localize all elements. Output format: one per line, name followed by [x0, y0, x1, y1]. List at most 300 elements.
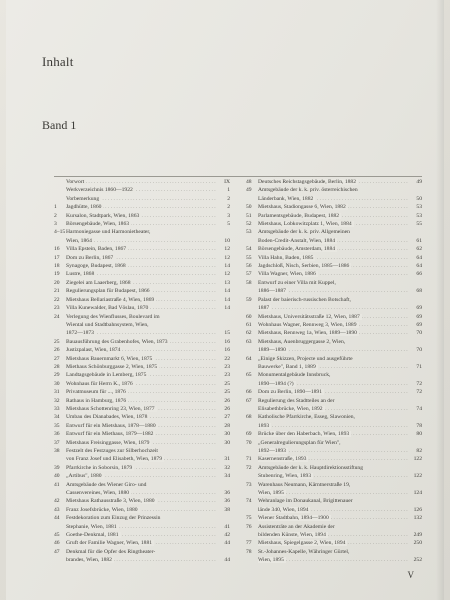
entry-page: 31 — [224, 456, 230, 463]
entry-page: 5 — [227, 221, 230, 228]
entry-number: 47 — [54, 548, 60, 555]
entry-title: lände 340, Wien, 1894 — [258, 506, 309, 513]
entry-number: 16 — [54, 246, 60, 253]
entry-number: 36 — [54, 431, 60, 438]
entry-title: Lustre, 1868 — [66, 271, 95, 278]
entry-page: 32 — [224, 464, 230, 471]
entry-page: 70 — [416, 347, 422, 354]
entry-title: Mietshaus, Stadiongasse 6, Wien, 1882 — [258, 204, 346, 211]
entry-title: Entwurf für ein Miethaus, 1879—1882 — [66, 431, 154, 438]
entry-page: 82 — [416, 448, 422, 454]
entry-page: 36 — [224, 490, 230, 497]
volume-title: Band 1 — [42, 118, 77, 132]
entry-page: 3 — [227, 212, 230, 219]
entry-number: 31 — [54, 389, 60, 396]
book-page — [6, 0, 444, 600]
entry-page: 25 — [224, 380, 230, 387]
entry-number: 32 — [54, 397, 60, 404]
entry-title: Festdekoration zum Einzug der Prinzessin — [66, 515, 161, 522]
toc-entry — [246, 262, 422, 270]
entry-title: 1892—1893 — [258, 448, 286, 454]
entry-title: Stephanie, Wien, 1881 — [66, 523, 117, 530]
entry-number: 66 — [246, 389, 252, 396]
toc-entry — [54, 447, 230, 455]
toc-entry — [246, 548, 422, 556]
toc-entry — [246, 455, 422, 463]
toc-entry — [246, 430, 422, 438]
toc-entry — [246, 287, 422, 295]
entry-number: 73 — [246, 481, 252, 488]
entry-title: brandes, Wien, 1882 — [66, 557, 112, 564]
toc-entry — [246, 304, 422, 312]
toc-entry — [246, 472, 422, 480]
entry-number: 42 — [54, 498, 60, 505]
entry-page: 23 — [224, 372, 230, 379]
entry-title: Wien, 1895 — [258, 490, 284, 497]
entry-page: 62 — [416, 246, 422, 253]
entry-title: Börsengebäude, Amsterdam, 1884 — [258, 246, 336, 253]
entry-number: 27 — [54, 355, 60, 362]
entry-title: Synagoge, Budapest, 1868 — [66, 263, 126, 270]
toc-entry — [54, 329, 230, 337]
toc-entry — [54, 489, 230, 497]
entry-number: 20 — [54, 279, 60, 286]
entry-page: 26 — [224, 405, 230, 412]
page-number: V — [407, 570, 414, 580]
toc-entry — [54, 506, 230, 514]
page-heading: Inhalt — [42, 54, 74, 69]
entry-number: 64 — [246, 355, 252, 362]
entry-number: 63 — [246, 338, 252, 345]
entry-page: 72 — [416, 389, 422, 396]
toc-entry — [54, 220, 230, 228]
entry-page: 30 — [224, 431, 230, 438]
entry-page: 16 — [224, 347, 230, 354]
toc-entry — [54, 497, 230, 505]
entry-number: 37 — [54, 439, 60, 446]
entry-title: Franz Josefsbrücke, Wien, 1880 — [66, 506, 138, 513]
page-edge-shadow — [436, 0, 444, 600]
entry-number: 38 — [54, 448, 60, 454]
toc-entry — [246, 212, 422, 220]
entry-page: 14 — [224, 305, 230, 312]
entry-page: 66 — [416, 271, 422, 278]
toc-entry — [54, 388, 230, 396]
entry-page: 68 — [416, 288, 422, 295]
toc-entry — [54, 363, 230, 371]
entry-number: 1 — [54, 204, 57, 211]
entry-title: Harmoniegasse und Harmonietheater, — [66, 229, 151, 236]
entry-page: 10 — [224, 237, 230, 244]
entry-title: Wohnhaus für Herrn K., 1876 — [66, 380, 133, 387]
toc-entry — [54, 195, 230, 203]
entry-page: 36 — [224, 498, 230, 505]
entry-title: Mietshaus, Rennweg 1a, Wien, 1889—1890 — [258, 330, 357, 337]
entry-title: Justizpalast, Wien, 1874 — [66, 347, 121, 354]
entry-page: 12 — [224, 246, 230, 253]
toc-entry — [246, 489, 422, 497]
entry-page: 55 — [416, 221, 422, 228]
entry-title: Mietshaus, Lobkowitzplatz 1, Wien, 1884 — [258, 221, 352, 228]
toc-entry — [54, 313, 230, 321]
entry-number: 76 — [246, 523, 252, 530]
entry-title: Ziegelei am Laaerberg, 1868 — [66, 279, 131, 286]
entry-page: 22 — [224, 355, 230, 362]
toc-entry — [54, 186, 230, 194]
entry-page: IX — [224, 179, 230, 185]
toc-entry — [54, 287, 230, 295]
entry-number: 28 — [54, 363, 60, 370]
entry-page: 132 — [413, 515, 422, 522]
entry-number: 43 — [54, 506, 60, 513]
entry-number: 24 — [54, 313, 60, 320]
entry-title: 1893 — [258, 422, 270, 429]
entry-title: Palast der baierisch-russischen Botschaft, — [258, 296, 351, 303]
entry-page: 70 — [416, 330, 422, 337]
entry-title: Wiental und Stadtbahnsystem, Wien, — [66, 321, 149, 328]
entry-page: 2 — [227, 195, 230, 202]
entry-title: Assistenträte an der Akademie der — [258, 523, 335, 530]
entry-page: 78 — [416, 422, 422, 429]
entry-number: 46 — [54, 540, 60, 547]
toc-entry — [246, 178, 422, 186]
entry-number: 26 — [54, 347, 60, 354]
entry-number: 68 — [246, 414, 252, 421]
entry-number: 35 — [54, 422, 60, 429]
entry-page: 53 — [416, 212, 422, 219]
entry-page: 16 — [224, 338, 230, 345]
entry-number: 45 — [54, 532, 60, 539]
toc-entry — [54, 304, 230, 312]
entry-title: Amtsgebäude der k. k. priv. Allgemeinen — [258, 229, 350, 236]
entry-title: Werkverzeichnis 1860—1922 — [66, 187, 133, 194]
entry-number: 40 — [54, 473, 60, 480]
entry-number: 54 — [246, 246, 252, 253]
entry-title: Villa Kunewalder, Bad Vöslau, 1870 — [66, 305, 149, 312]
toc-entry — [54, 296, 230, 304]
entry-title: Verlegung des Wienflusses, Boulevard im — [66, 313, 160, 320]
toc-entry — [246, 447, 422, 455]
entry-page: 44 — [224, 557, 230, 564]
toc-column-left — [54, 178, 230, 565]
entry-page: 122 — [413, 456, 422, 463]
entry-page: 64 — [416, 254, 422, 261]
entry-title: Cassenvereines, Wien, 1880 — [66, 490, 130, 497]
toc-entry — [54, 270, 230, 278]
entry-page: 250 — [413, 540, 422, 547]
entry-title: „Generalregulierungsplan für Wien", — [258, 439, 341, 446]
toc-entry — [54, 455, 230, 463]
entry-number: 29 — [54, 372, 60, 379]
toc-entry — [54, 380, 230, 388]
entry-number: 34 — [54, 414, 60, 421]
entry-number: 4–15 — [54, 229, 66, 236]
entry-title: Wien, 1864 — [66, 237, 92, 244]
entry-page: 61 — [416, 237, 422, 244]
entry-page: 27 — [224, 414, 230, 421]
toc-entry — [54, 472, 230, 480]
entry-title: Mietshaus Freisinggasse, Wien, 1879 — [66, 439, 150, 446]
toc-entry — [246, 203, 422, 211]
entry-title: Jagdhütte, 1860 — [66, 204, 102, 211]
entry-number: 71 — [246, 456, 252, 463]
toc-entry — [246, 338, 422, 346]
toc-entry — [54, 481, 230, 489]
toc-entry — [54, 422, 230, 430]
entry-title: Brücke über den Haberbach, Wien, 1893 — [258, 431, 350, 438]
entry-number: 3 — [54, 221, 57, 228]
entry-number: 60 — [246, 313, 252, 320]
toc-entry — [246, 228, 422, 236]
entry-title: Villa Epstein, Baden, 1867 — [66, 246, 127, 253]
entry-number: 30 — [54, 380, 60, 387]
entry-title: Boden-Credit-Anstalt, Wien, 1884 — [258, 237, 336, 244]
entry-number: 33 — [54, 405, 60, 412]
toc-entry — [246, 313, 422, 321]
entry-page: 124 — [413, 490, 422, 497]
entry-title: Landtagsgebäude in Lemberg, 1875 — [66, 372, 147, 379]
toc-entry — [54, 539, 230, 547]
entry-page: 69 — [416, 305, 422, 312]
entry-page: 15 — [224, 330, 230, 337]
entry-number: 23 — [54, 305, 60, 312]
entry-number: 48 — [246, 179, 252, 185]
entry-title: Kursalon, Stadtpark, Wien, 1863 — [66, 212, 140, 219]
toc-entry — [246, 481, 422, 489]
entry-title: „Artibus", 1880 — [66, 473, 102, 480]
toc-entry — [246, 245, 422, 253]
entry-number: 41 — [54, 481, 60, 488]
entry-title: Deutsches Reichstagsgebäude, Berlin, 1882 — [258, 179, 357, 185]
entry-page: 252 — [413, 557, 422, 564]
entry-page: 69 — [416, 321, 422, 328]
toc-entry — [54, 346, 230, 354]
toc-entry — [54, 338, 230, 346]
entry-page: 38 — [224, 506, 230, 513]
toc-entry — [54, 439, 230, 447]
entry-number: 56 — [246, 263, 252, 270]
toc-entry — [246, 405, 422, 413]
entry-title: 1887 — [258, 305, 270, 312]
entry-number: 75 — [246, 515, 252, 522]
entry-number: 22 — [54, 296, 60, 303]
toc-entry — [246, 220, 422, 228]
entry-title: Dom zu Berlin, 1867 — [66, 254, 114, 261]
entry-page: 1 — [227, 187, 230, 194]
entry-page: 23 — [224, 363, 230, 370]
entry-title: Regulierungsplan für Budapest, 1866 — [66, 288, 150, 295]
entry-title: Bauausführung des Grabenhofes, Wien, 1873 — [66, 338, 168, 345]
toc-entry — [246, 186, 422, 194]
entry-page: 44 — [224, 540, 230, 547]
entry-number: 69 — [246, 431, 252, 438]
toc-entry — [54, 556, 230, 564]
entry-number: 51 — [246, 212, 252, 219]
toc-entry — [246, 279, 422, 287]
entry-title: Mietshaus Schottenring 23, Wien, 1877 — [66, 405, 155, 412]
entry-page: 122 — [413, 473, 422, 480]
entry-number: 62 — [246, 330, 252, 337]
toc-entry — [54, 237, 230, 245]
toc-entry — [246, 397, 422, 405]
entry-number: 39 — [54, 464, 60, 471]
entry-number: 25 — [54, 338, 60, 345]
entry-title: Kasernenstraße, 1893 — [258, 456, 307, 463]
toc-entry — [54, 430, 230, 438]
toc-entry — [54, 413, 230, 421]
entry-title: Gruft der Familie Wagner, Wien, 1881 — [66, 540, 153, 547]
toc-entry — [246, 439, 422, 447]
entry-number: 49 — [246, 187, 252, 194]
entry-number: 52 — [246, 221, 252, 228]
entry-page: 49 — [416, 179, 422, 185]
entry-title: Monumentalgebäude Innsbruck, — [258, 372, 331, 379]
toc-entry — [54, 531, 230, 539]
entry-number: 2 — [54, 212, 57, 219]
entry-title: Villa Hahn, Baden, 1885 — [258, 254, 314, 261]
toc-entry — [54, 523, 230, 531]
toc-entry — [246, 329, 422, 337]
entry-page: 14 — [224, 263, 230, 270]
toc-entry — [54, 321, 230, 329]
entry-page: 12 — [224, 254, 230, 261]
entry-title: Warenhaus Neumann, Kärntnerstraße 19, — [258, 481, 351, 488]
toc-entry — [54, 203, 230, 211]
entry-title: von Franz Josef und Elisabeth, Wien, 1879 — [66, 456, 162, 463]
entry-page: 64 — [416, 263, 422, 270]
entry-title: Miethaus Schönburggasse 2, Wien, 1875 — [66, 363, 158, 370]
entry-page: 74 — [416, 405, 422, 412]
entry-title: Regulierung des Stadtteiles an der — [258, 397, 335, 404]
entry-title: 1886—1887 — [258, 288, 286, 295]
toc-entry — [54, 262, 230, 270]
entry-number: 78 — [246, 548, 252, 555]
entry-title: 1872—1873 — [66, 330, 94, 337]
entry-title: Mietshaus Bauernmarkt 6, Wien, 1875 — [66, 355, 153, 362]
entry-title: Villa Wagner, Wien, 1886 — [258, 271, 316, 278]
entry-page: 26 — [224, 397, 230, 404]
entry-title: „Einige Skizzen, Projecte und ausgeführte — [258, 355, 353, 362]
entry-title: Dom zu Berlin, 1890—1891 — [258, 389, 323, 396]
entry-page: 25 — [224, 389, 230, 396]
entry-page: 14 — [224, 288, 230, 295]
entry-page: 28 — [224, 422, 230, 429]
entry-title: Bauwerke", Band 1, 1889 — [258, 363, 316, 370]
toc-entry — [54, 514, 230, 522]
toc-entry — [54, 178, 230, 186]
toc-entry — [246, 539, 422, 547]
entry-number: 58 — [246, 279, 252, 286]
entry-title: Amtsgebäude des Wiener Giro- und — [66, 481, 147, 488]
entry-number: 21 — [54, 288, 60, 295]
entry-page: 30 — [224, 439, 230, 446]
entry-title: Mietshaus Rathausstraße 3, Wien, 1880 — [66, 498, 155, 505]
entry-title: Elisabethbrücke, Wien, 1892 — [258, 405, 323, 412]
entry-title: Parlamentsgebäude, Budapest, 1882 — [258, 212, 340, 219]
entry-title: Wohnhaus Wagner, Rennweg 3, Wien, 1889 — [258, 321, 357, 328]
entry-page: 72 — [416, 380, 422, 387]
entry-title: St.-Johannes-Kapelle, Währinger Gürtel, — [258, 548, 350, 555]
entry-number: 53 — [246, 229, 252, 236]
entry-title: Wehranlage im Donaukanal, Brigittenauer — [258, 498, 353, 505]
toc-entry — [246, 380, 422, 388]
entry-title: Denkmal für die Opfer des Ringtheater- — [66, 548, 156, 555]
entry-page: 126 — [413, 506, 422, 513]
toc-entry — [54, 228, 230, 236]
entry-title: Vorwort — [66, 179, 85, 185]
entry-title: Mietshaus, Auenbruggergasse 2, Wien, — [258, 338, 346, 345]
toc-entry — [246, 270, 422, 278]
toc-entry — [246, 497, 422, 505]
entry-title: Privatmuseum für ..., 1876 — [66, 389, 126, 396]
toc-entry — [54, 397, 230, 405]
entry-title: Börsengebäude, Wien, 1863 — [66, 221, 130, 228]
toc-entry — [246, 363, 422, 371]
entry-number: 17 — [54, 254, 60, 261]
toc-entry — [246, 237, 422, 245]
toc-entry — [246, 523, 422, 531]
entry-number: 57 — [246, 271, 252, 278]
toc-entry — [246, 254, 422, 262]
entry-title: Umbau des Dianabades, Wien, 1878 — [66, 414, 148, 421]
entry-number: 67 — [246, 397, 252, 404]
entry-page: 2 — [227, 204, 230, 211]
toc-entry — [246, 346, 422, 354]
entry-page: 34 — [224, 473, 230, 480]
entry-title: bildenden Künste, Wien, 1894 — [258, 532, 326, 539]
toc-entry — [54, 548, 230, 556]
toc-column-right — [246, 178, 422, 565]
entry-title: Jagdschloß, Nisch, Serbien, 1885—1886 — [258, 263, 350, 270]
entry-number: 50 — [246, 204, 252, 211]
toc-entry — [54, 355, 230, 363]
entry-title: Entwurf für ein Mietshaus, 1878—1880 — [66, 422, 156, 429]
entry-page: 13 — [224, 279, 230, 286]
toc-entry — [246, 514, 422, 522]
top-rule — [54, 176, 422, 177]
entry-page: 50 — [416, 195, 422, 202]
toc-entry — [246, 296, 422, 304]
entry-title: Mietshaus, Universitätsstraße 12, Wien, 1887 — [258, 313, 360, 320]
toc-entry — [246, 371, 422, 379]
entry-page: 42 — [224, 532, 230, 539]
toc-entry — [54, 254, 230, 262]
entry-page: 249 — [413, 532, 422, 539]
entry-number: 77 — [246, 540, 252, 547]
entry-page: 53 — [416, 204, 422, 211]
entry-number: 65 — [246, 372, 252, 379]
entry-number: 70 — [246, 439, 252, 446]
entry-number: 61 — [246, 321, 252, 328]
entry-number: 19 — [54, 271, 60, 278]
entry-title: Mietshaus, Spiegelgasse 2, Wien, 1894 — [258, 540, 346, 547]
entry-number: 59 — [246, 296, 252, 303]
entry-number: 72 — [246, 464, 252, 471]
entry-number: 55 — [246, 254, 252, 261]
entry-number: 18 — [54, 263, 60, 270]
entry-title: Rathaus in Hamburg, 1876 — [66, 397, 127, 404]
toc-entry — [246, 464, 422, 472]
toc-entry — [246, 422, 422, 430]
toc-entry — [246, 321, 422, 329]
toc-entry — [246, 388, 422, 396]
toc-entry — [246, 506, 422, 514]
entry-title: Länderbank, Wien, 1882 — [258, 195, 314, 202]
entry-title: Amtsgebäude der k. k. priv. österreichischen — [258, 187, 358, 194]
entry-page: 69 — [416, 313, 422, 320]
entry-page: 80 — [416, 431, 422, 438]
toc-entry — [54, 245, 230, 253]
